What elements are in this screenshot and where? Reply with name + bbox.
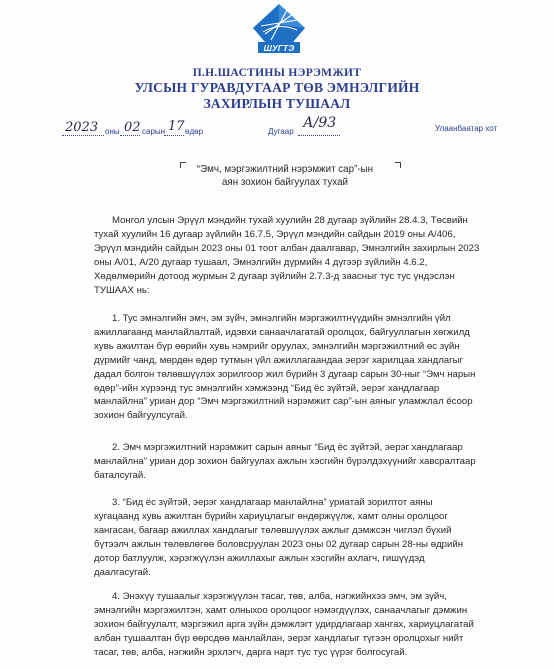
- item-3: [94, 496, 504, 579]
- text-line: зохион байгуулалт, мэргэжил арга зүйн дэмжлэгт удирдлагаар хангах, хариуцлагатай: [94, 618, 474, 630]
- order-number: А/93: [303, 115, 337, 131]
- text-line: 2. Эмч мэргэжилтний нэрэмжит сарын аяныг “Бид ёс зүйтэй, эерэг хандлагаар: [112, 442, 463, 453]
- number-underline: [298, 135, 340, 136]
- text-line: өдөр”-ийн хүрээнд тус эмнэлгийн хэмжээнд “Бид ёс зүйтэй, эерэг хандлагаар: [94, 382, 440, 394]
- text-line: хувь ажилтан бүр өөрийн хувь нэмрийг оруулах, эмнэлгийн мэргэжилтний өс зүйн: [94, 340, 460, 352]
- month-underline: [120, 135, 140, 136]
- text-line: 1. Тус эмнэлгийн эмч, эм зүйч, эмнэлгийн мэргэжилтнүүдийн эмнэлгийн үйл: [112, 313, 451, 324]
- order-day: 17: [168, 119, 185, 134]
- order-year: 2023: [65, 120, 99, 135]
- text-line: хангасан, багаар ажиллах хандлагыг төлөвшүүлэх ажлыг дэмжсэн чиглэл бүхий: [94, 524, 452, 536]
- order-number-label: Дугаар: [268, 127, 294, 136]
- logo-text: ШУГТЭ: [263, 43, 295, 53]
- item-4: [94, 590, 504, 660]
- topic-bracket-right: [395, 162, 401, 168]
- document-type-title: ЗАХИРЛЫН ТУШААЛ: [203, 96, 351, 111]
- text-line: баталсугай.: [94, 469, 146, 481]
- text-line: дотор батлуулж, хэрэгжүүлэн ажиллахыг ажлын хэсгийн ахлагч, гишүүдэд: [94, 552, 425, 564]
- text-line: манлайлна” уриан дор “Эмч мэргэжилтний нэрэмжит сар”-ын аяныг уламжлал ёсоор: [94, 396, 473, 408]
- text-line: Монгол улсын Эрүүл мэндийн тухай хуулийн 28 дугаар зүйлийн 28.4.3, Төсвийн: [112, 215, 468, 226]
- item-1: [94, 312, 504, 423]
- org-name-main: УЛСЫН ГУРАВДУГААР ТӨВ ЭМНЭЛГИЙН: [134, 80, 420, 95]
- order-meta-row: [0, 115, 554, 139]
- text-line: оны А/01, А/20 дугаар тушаал, Эмнэлгийн дүрмийн 4 дүгээр зүйлийн 4.6.2,: [94, 256, 428, 268]
- hospital-logo: [253, 4, 305, 64]
- text-line: Эрүүл мэндийн сайдын 2023 оны 01 тоот албан даалгавар, Эмнэлгийн захирлын 2023: [94, 242, 480, 254]
- order-month: 02: [124, 120, 141, 135]
- text-line: зохион байгуулсугай.: [94, 410, 188, 422]
- org-name-line: П.Н.ШАСТИНЫ НЭРЭМЖИТ: [192, 67, 362, 79]
- text-line: эмнэлгийн мэргэжилтэн, хамт олныхоо оролцоог нэмэгдүүлэх, санаачлагыг дэмжин: [94, 604, 468, 616]
- text-line: ТУШААХ нь:: [94, 284, 150, 296]
- text-line: бүтээлч ажлын төлөвлөгөө боловсруулан 2023 оны 02 дугаар сарын 28-ны өдрийн: [94, 538, 464, 550]
- day-suffix: өдөр: [185, 127, 204, 136]
- topic-line: аян зохион байгуулах тухай: [221, 176, 348, 188]
- month-suffix: сарын: [142, 127, 166, 136]
- item-2: [94, 441, 504, 483]
- text-line: даалгасугай.: [94, 566, 151, 578]
- text-line: дадал болгон төлөвшүүлэх зорилгоор жил бүрийн 3 дугаар сарын 30-ныг “Эмч нарын: [94, 368, 476, 380]
- text-line: дүрмийг чанд, мөрдөн өдөр тутмын үйл ажиллагаандаа эерэг харилцаа хандлагыг: [94, 354, 464, 366]
- text-line: манлайлна” уриан дор зохион байгуулах ажлын хэсгийн бүрэлдэхүүнийг хавсралтаар: [94, 455, 476, 467]
- year-underline: [62, 135, 104, 136]
- text-line: хугацаанд хувь ажилтан бүрийн хариуцлагыг өндөржүүлж, хамт олны оролцоог: [94, 510, 448, 522]
- text-line: Хөдөлмөрийн дотоод журмын 2 дугаар зүйлийн 2.7.3-д заасныг тус тус үндэслэн: [94, 270, 455, 282]
- text-line: 4. Энэхүү тушаалыг хэрэгжүүлэн тасаг, төв, алба, нэгжийнхээ эмч, эм зүйч,: [112, 591, 447, 602]
- text-line: 3. “Бид ёс зүйтэй, эерэг хандлагаар манлайлна” уриатай зорилтот аяны: [112, 497, 433, 508]
- year-suffix: оны: [105, 127, 120, 136]
- city-label: Улаанбаатар хот: [435, 124, 498, 133]
- text-line: тухай хуулийн 16 дугаар зүйлийн 16.7.5, Эрүүл мэндийн сайдын 2019 оны А/406,: [94, 228, 456, 240]
- intro-paragraph: [94, 214, 504, 297]
- topic-line: “Эмч, мэргэжилтний нэрэмжит сар”-ын: [196, 164, 374, 175]
- day-underline: [164, 135, 184, 136]
- text-line: ажиллагаанд манлайлалтай, идэвхи санаачлагатай оролцох, байгууллагын хөгжилд: [94, 326, 470, 338]
- order-topic: [175, 164, 395, 189]
- text-line: тасаг, төв, алба, нэгжийн эрхлэгч, дарга нарт тус тус үүрэг болгосугай.: [94, 646, 408, 658]
- text-line: албан тушаалтан бүр өөрсдөө манлайлан, эерэг хандлагыг түгээн оролцохыг нийт: [94, 632, 464, 644]
